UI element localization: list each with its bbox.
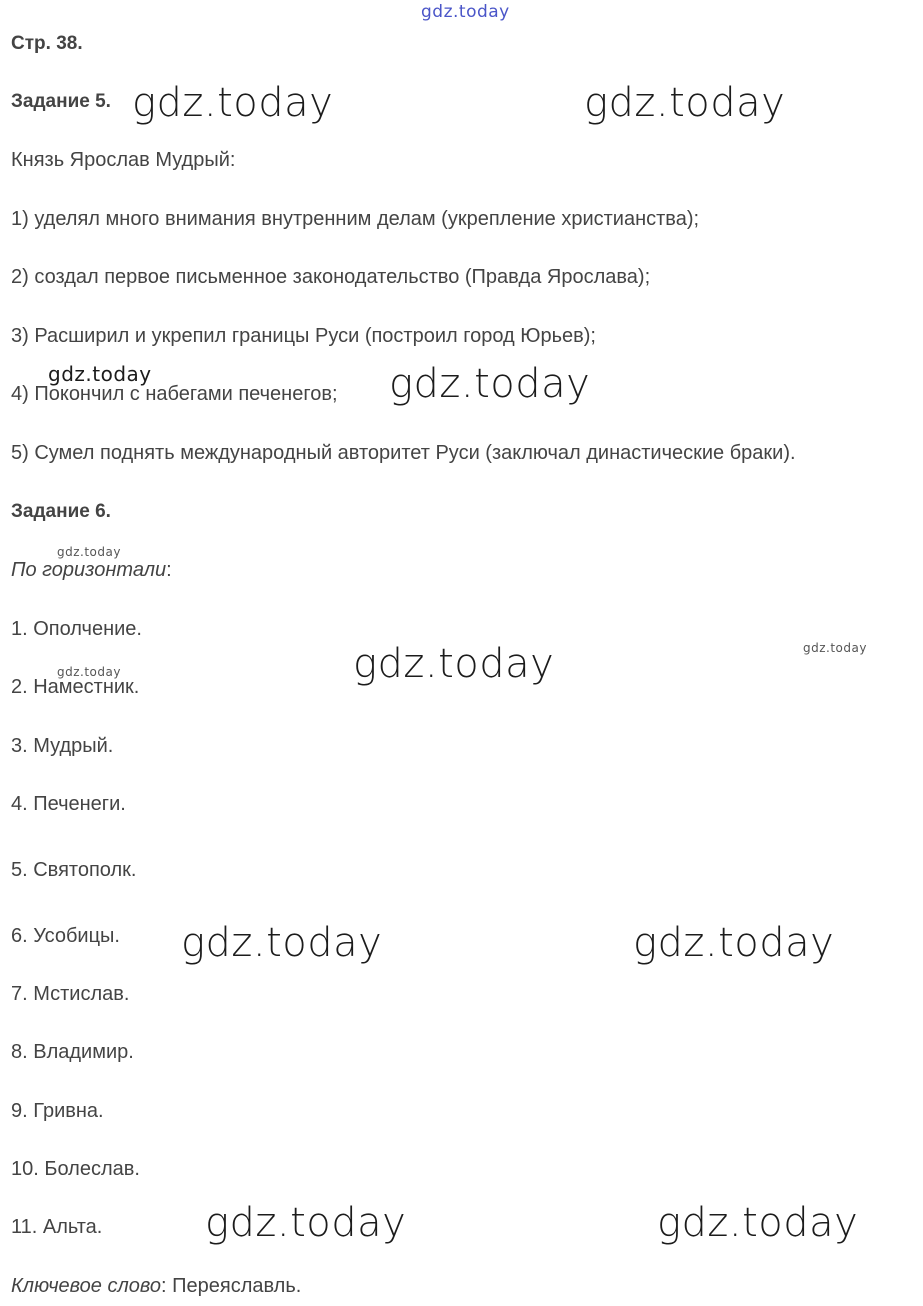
answer-9: 9. Гривна.: [11, 1100, 104, 1122]
task5-item-5: 5) Сумел поднять международный авторитет Руси (заключал династические браки).: [11, 442, 796, 464]
watermark: gdz.today: [181, 920, 383, 966]
answer-1: 1. Ополчение.: [11, 618, 142, 640]
answer-10: 10. Болеслав.: [11, 1158, 140, 1180]
task5-item-2: 2) создал первое письменное законодательство (Правда Ярослава);: [11, 266, 651, 288]
watermark: gdz.today: [657, 1200, 859, 1246]
task5-item-4: 4) Покончил с набегами печенегов;: [11, 383, 338, 405]
watermark: gdz.today: [132, 80, 334, 126]
task5-intro: Князь Ярослав Мудрый:: [11, 149, 236, 171]
answer-2: 2. Наместник.: [11, 676, 140, 698]
answer-8: 8. Владимир.: [11, 1041, 134, 1063]
answer-3: 3. Мудрый.: [11, 735, 114, 757]
answer-5: 5. Святополк.: [11, 859, 137, 881]
answer-6: 6. Усобицы.: [11, 925, 120, 947]
answer-11: 11. Альта.: [11, 1216, 103, 1238]
watermark-top: gdz.today: [421, 2, 510, 22]
watermark: gdz.today: [57, 545, 121, 559]
task5-item-1: 1) уделял много внимания внутренним делам (укрепление христианства);: [11, 208, 700, 230]
watermark: gdz.today: [389, 361, 591, 407]
page-reference: Стр. 38.: [11, 33, 83, 54]
task6-subheading-label: По горизонтали: [11, 559, 167, 581]
watermark: gdz.today: [803, 641, 867, 655]
watermark: gdz.today: [205, 1200, 407, 1246]
answer-7: 7. Мстислав.: [11, 983, 130, 1005]
task6-heading: Задание 6.: [11, 501, 111, 522]
watermark: gdz.today: [57, 665, 121, 679]
task6-subheading: [11, 558, 172, 582]
task5-item-3: 3) Расширил и укрепил границы Руси (построил город Юрьев);: [11, 325, 596, 347]
keyword-value: : Переяславль.: [161, 1275, 302, 1297]
watermark: gdz.today: [584, 80, 786, 126]
watermark: gdz.today: [353, 641, 555, 687]
task6-subheading-colon: :: [166, 559, 172, 581]
keyword-line: [11, 1274, 301, 1298]
answer-4: 4. Печенеги.: [11, 793, 126, 815]
task5-heading: Задание 5.: [11, 91, 111, 112]
watermark: gdz.today: [633, 920, 835, 966]
keyword-label: Ключевое слово: [11, 1275, 162, 1297]
watermark: gdz.today: [48, 362, 152, 386]
